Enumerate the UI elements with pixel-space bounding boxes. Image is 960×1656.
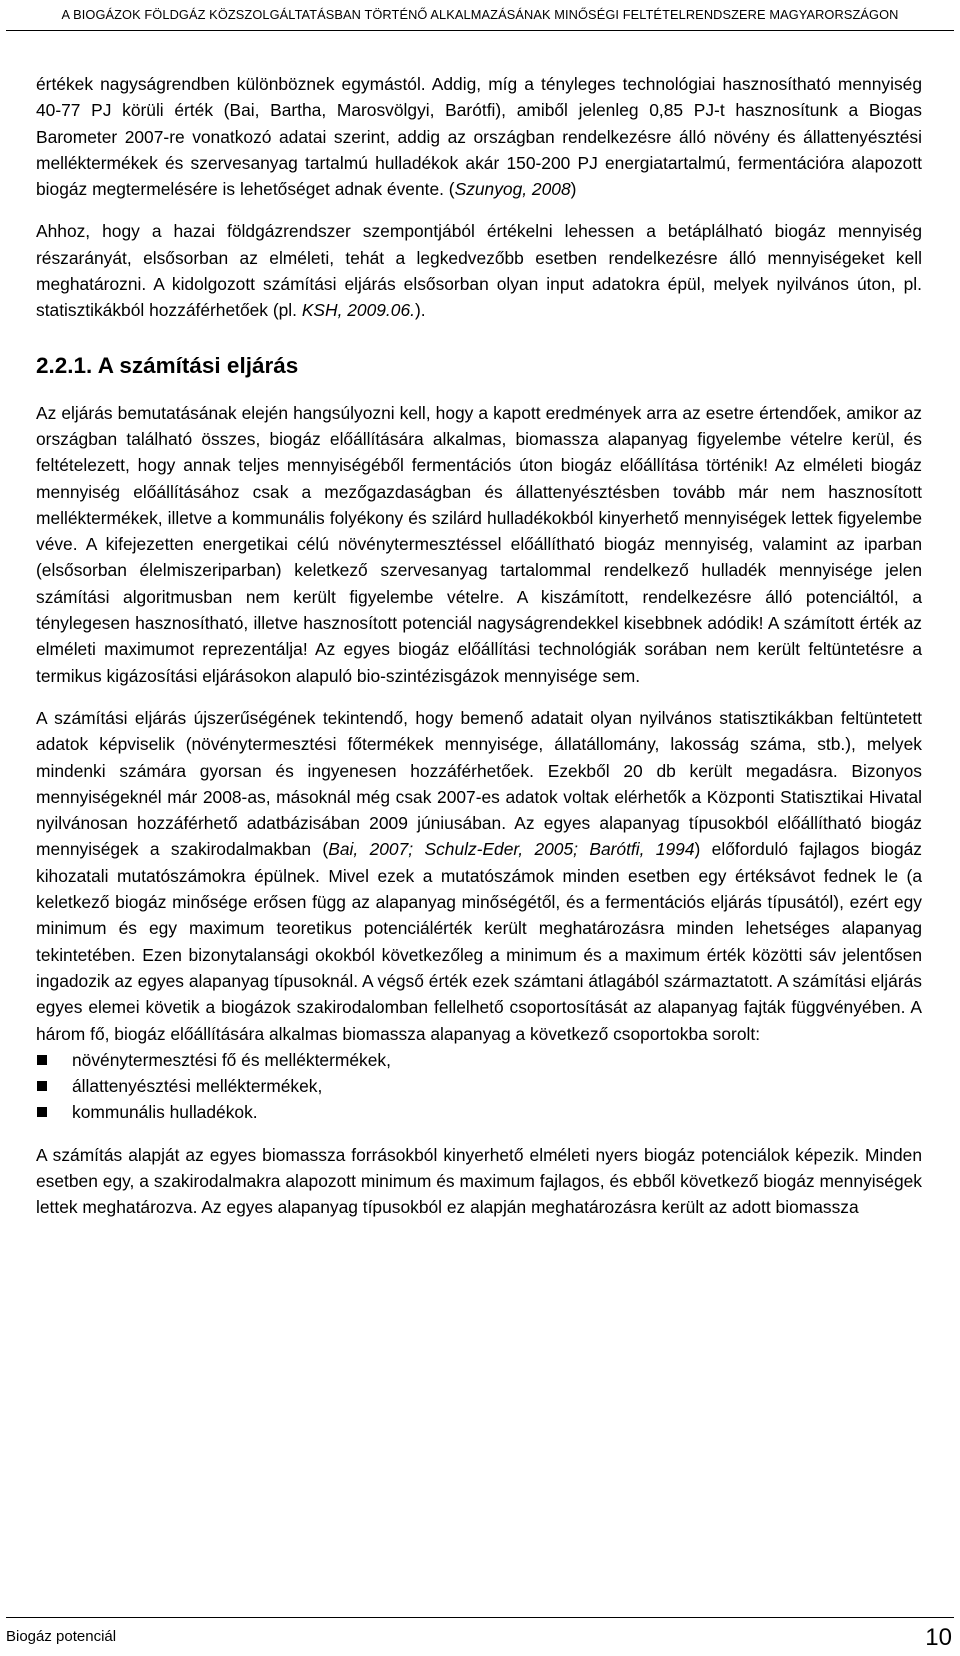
citation-ksh: KSH, 2009.06. (301, 300, 415, 321)
page-number: 10 (925, 1624, 952, 1651)
paragraph-2 (36, 218, 922, 323)
paragraph-2-end: ). (414, 300, 426, 321)
list-item-text: növénytermesztési fő és melléktermékek, (72, 1049, 391, 1070)
list-item-text: állattenyésztési melléktermékek, (72, 1076, 323, 1097)
square-bullet-icon (37, 1055, 47, 1065)
square-bullet-icon (37, 1081, 47, 1091)
page-header (6, 0, 954, 31)
document-body (36, 71, 922, 1221)
paragraph-1-text: értékek nagyságrendben különböznek egymástól. Addig, míg a tényleges technológiai hasznosítható mennyiség 40-77 PJ körüli érték (Bai, Bartha, Marosvölgyi, Barótfi), amiből jelenleg 0,85 PJ-t hasznosítunk a Biogas Barometer 2007-re vonatkozó adatai szerint, addig az országban rendelkezésre álló növény és állattenyésztési melléktermékek és szervesanyag tartalmú hulladékok akár 150-200 PJ energiatartalmú, fermentációra alapozott biogáz megtermelésére is lehetőséget adnak évente. ( (36, 74, 922, 200)
list-item (36, 1073, 922, 1099)
citation-szunyog: Szunyog, 2008 (454, 179, 571, 200)
list-item (36, 1099, 922, 1125)
square-bullet-icon (37, 1107, 47, 1117)
citation-bai-schulz-barotfi: Bai, 2007; Schulz-Eder, 2005; Barótfi, 1994 (328, 839, 695, 860)
list-item-text: kommunális hulladékok. (72, 1102, 258, 1123)
page-footer (6, 1617, 954, 1652)
paragraph-1 (36, 71, 922, 202)
running-header-title: A BIOGÁZOK FÖLDGÁZ KÖZSZOLGÁLTATÁSBAN TÖRTÉNŐ ALKALMAZÁSÁNAK MINŐSÉGI FELTÉTELRENDSZERE MAGYARORSZÁGON (61, 7, 899, 22)
paragraph-5: A számítás alapját az egyes biomassza forrásokból kinyerhető elméleti nyers biogáz potenciálok képezik. Minden esetben egy, a szakirodalmakra alapozott minimum és maximum fajlagos, és ebből következő biogáz mennyiségek lettek meghatározva. Az egyes alapanyag típusokból ez alapján meghatározásra került az adott biomassza (36, 1144, 922, 1218)
paragraph-1-end: ) (570, 179, 577, 200)
paragraph-3: Az eljárás bemutatásának elején hangsúlyozni kell, hogy a kapott eredmények arra az esetre értendőek, amikor az országban található összes, biogáz előállítására alkalmas, biomassza alapanyag figyelembe vételre kerül, és feltételezett, hogy annak teljes mennyiségéből fermentációs úton biogáz előállítása történik! Az elméleti biogáz mennyiség előállításához csak a mezőgazdaságban és állattenyésztésben tovább már nem hasznosított melléktermékek, illetve a kommunális folyékony és szilárd hulladékokból kinyerhető mennyiségek lettek figyelembe véve. A kifejezetten energetikai célú növénytermesztéssel előállítható biogáz mennyiség, valamint az iparban (elsősorban élelmiszeriparban) keletkező szervesanyag tartalommal rendelkező hulladék mennyisége jelen számítási algoritmusban nem került figyelembe vételre. A kiszámított, rendelkezésre álló potenciáltól, a ténylegesen hasznosítható, illetve hasznosított potenciál nagyságrendekkel kisebbnek adódik! A számított érték az elméleti maximumot reprezentálja! Az egyes biogáz előállítási technológiák sorában nem került feltüntetésre a termikus kigázosítási eljárásokon alapuló bio-szintézisgázok mennyisége sem. (36, 402, 922, 686)
paragraph-4 (36, 705, 922, 1047)
section-heading: 2.2.1. A számítási eljárás (36, 352, 299, 378)
paragraph-2-text: Ahhoz, hogy a hazai földgázrendszer szempontjából értékelni lehessen a betáplálható biogáz mennyiség részarányát, elsősorban az elméleti, tehát a legkedvezőbb esetben rendelkezésre álló mennyiségeket kell meghatározni. A kidolgozott számítási eljárás elsősorban olyan input adatokra épül, melyek nyilvános úton, pl. statisztikákból hozzáférhetőek (pl. (36, 221, 922, 321)
footer-title: Biogáz potenciál (6, 1628, 117, 1645)
list-item (36, 1047, 922, 1073)
paragraph-4-text-a: A számítási eljárás újszerűségének tekintendő, hogy bemenő adatait olyan nyilvános statisztikákban feltüntetett adatok képviselik (növénytermesztési főtermékek mennyisége, állatállomány, lakosság száma, stb.), melyek mindenki számára gyorsan és ingyenesen hozzáférhetőek. Ezekből 20 db került megadásra. Bizonyos mennyiségeknél már 2008-as, másoknál még csak 2007-es adatok voltak elérhetők a Központi Statisztikai Hivatal nyilvánosan hozzáférhető adatbázisában 2009 júniusában. Az egyes alapanyag típusokból előállítható biogáz mennyiségek a szakirodalmakban ( (36, 707, 922, 860)
paragraph-4-text-b: ) előforduló fajlagos biogáz kihozatali mutatószámokra épülnek. Mivel ezek a mutatószámok minden esetben egy értéksávot fednek le (a keletkező biogáz minősége erősen függ az alapanyag minőségétől, és a fermentációs eljárás típusától), ezért egy minimum és egy maximum teoretikus potenciálérték került meghatározásra minden lehetséges alapanyag tekintetében. Ezen bizonytalansági okokból következőleg a minimum és a maximum érték közötti sáv jelentősen ingadozik az egyes alapanyag típusoknál. A végső érték ezek számtani átlagából származtatott. A számítási eljárás egyes elemei követik a biogázok szakirodalomban fellelhető csoportosítását az alapanyag fajták függvényében. A három fő, biogáz előállítására alkalmas biomassza alapanyag a következő csoportokba sorolt: (36, 839, 922, 1044)
feedstock-group-list (36, 1047, 922, 1126)
